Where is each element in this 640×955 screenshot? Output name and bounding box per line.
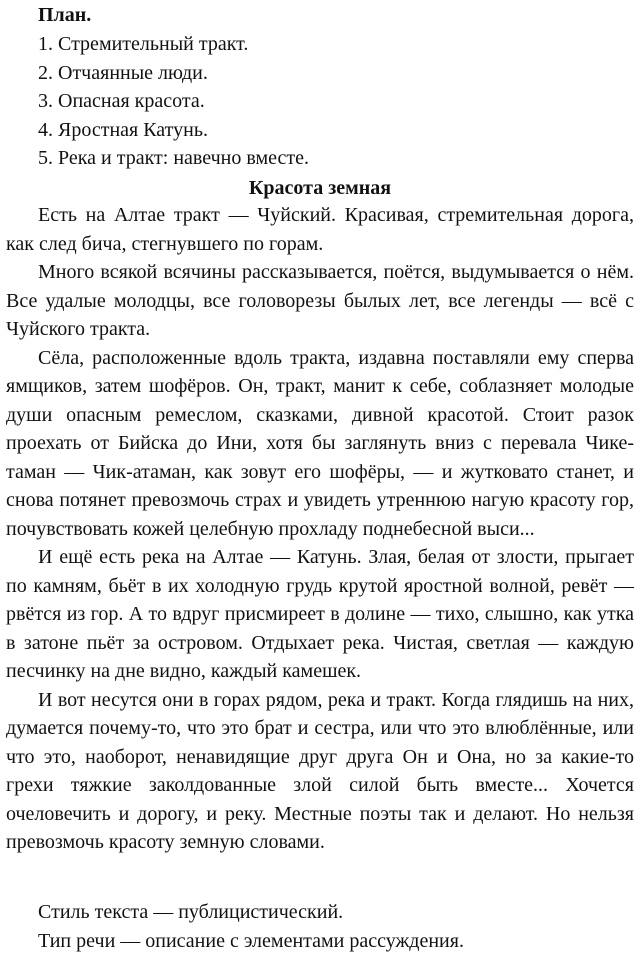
text-style-line: Стиль текста — публицистический.: [38, 901, 344, 923]
plan-item: 5. Река и тракт: навечно вместе.: [38, 147, 310, 169]
text-analysis: [38, 898, 464, 955]
speech-type-line: Тип речи — описание с элементами рассуждения.: [38, 929, 464, 952]
plan-item: 1. Стремительный тракт.: [38, 33, 249, 55]
text-title: Красота земная: [248, 177, 392, 199]
plan-item: 2. Отчаянные люди.: [38, 61, 208, 84]
paragraph: Много всякой всячины рассказывается, поётся, выдумывается о нём. Все удалые молодцы, все головорезы былых лет, все легенды — всё с Чуйского тракта.: [6, 261, 634, 340]
paragraph: И ещё есть река на Алтае — Катунь. Злая, белая от злости, прыгает по камням, бьёт в их холодную грудь крутой яростной волной, ревёт — рвётся из гор. А то вдруг присмиреет в долине — тихо, слышно, как утка в затоне пьёт за островом. Отдыхает река. Чистая, светлая — каждую песчинку на дне видно, каждый камешек.: [6, 546, 634, 682]
paragraph: Сёла, расположенные вдоль тракта, издавна поставляли ему сперва ямщиков, затем шофёров. Он, тракт, манит к себе, соблазняет молодые души опасным ремеслом, сказками, дивной красотой. Стоит разок проехать от Бийска до Ини, хотя бы заглянуть вниз с перевала Чике-таман — Чик-атаман, как зовут его шофёры, — и жутковато станет, и снова потянет превозмочь страх и увидеть утреннюю нагую красоту гор, почувствовать кожей целебную прохладу поднебесной выси...: [6, 346, 634, 540]
paragraph: Есть на Алтае тракт — Чуйский. Красивая, стремительная дорога, как след бича, стегнувшего по горам.: [6, 204, 634, 255]
plan-title: План.: [38, 4, 92, 26]
plan-item: 3. Опасная красота.: [38, 90, 205, 112]
text-body: [6, 201, 634, 857]
plan-item: 4. Яростная Катунь.: [38, 118, 208, 141]
plan-list: [38, 30, 309, 173]
paragraph: И вот несутся они в горах рядом, река и тракт. Когда глядишь на них, думается почему-то, что это брат и сестра, или что это влюблённые, или что это, наоборот, ненавидящие друг друга Он и Она, но за какие-то грехи тяжкие заколдованные злой силой быть вместе... Хочется очеловечить и дорогу, и реку. Местные поэты так и делают. Но нельзя превозмочь красоту земную словами.: [6, 688, 634, 853]
